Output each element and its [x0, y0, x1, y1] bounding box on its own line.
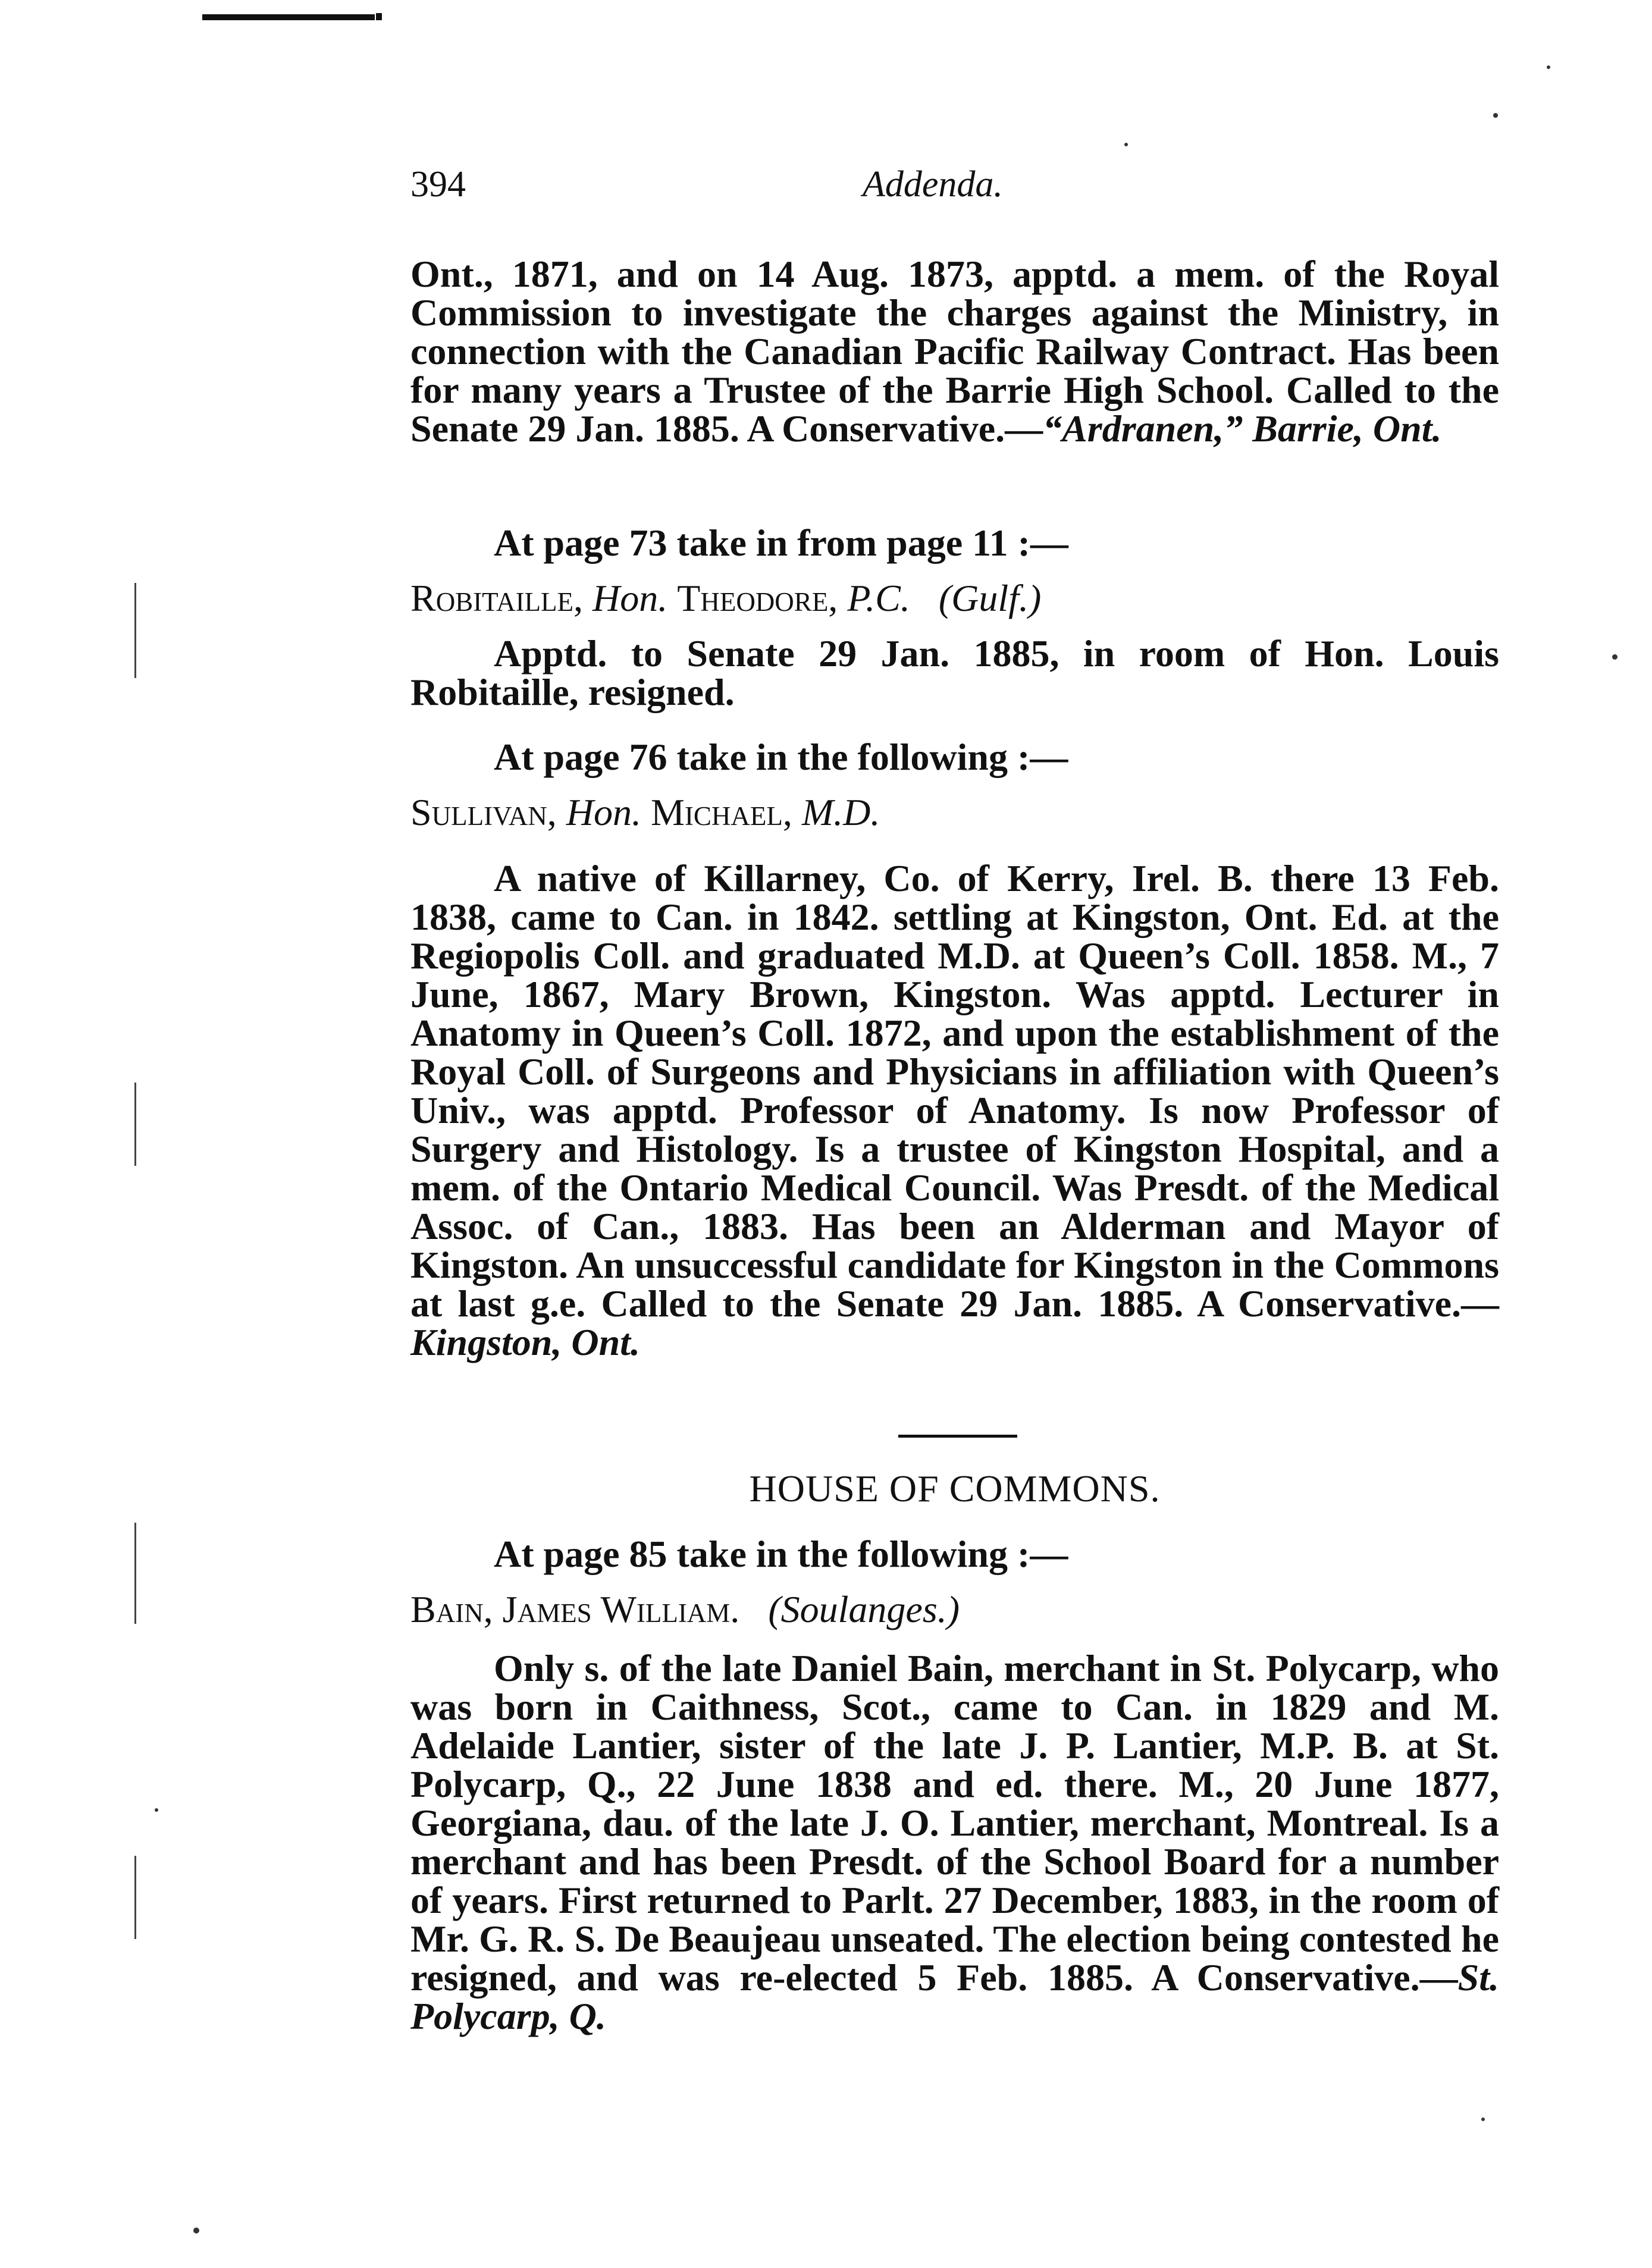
- senate-continuation-paragraph: [410, 255, 1499, 448]
- residence: “Ardranen,” Barrie, Ont.: [1043, 407, 1442, 450]
- running-head: Addenda.: [863, 164, 1003, 205]
- bain-entry: [410, 1535, 1499, 2035]
- surname: Robitaille,: [410, 577, 584, 619]
- entry-paragraph: Apptd. to Senate 29 Jan. 1885, in room of Hon. Louis Robitaille, resigned.: [410, 632, 1499, 713]
- insertion-instruction: At page 73 take in from page 11 :—: [494, 522, 1068, 564]
- margin-scan-line: [134, 583, 136, 678]
- entry-paragraph: Only s. of the late Daniel Bain, merchant in St. Polycarp, who was born in Caithness, Scot., came to Can. in 1829 and M. Adelaide Lantier, sister of the late J. P. Lantier, M.P. B. at St. Polycarp, Q., 22 June 1838 and ed. there. M., 20 June 1877, Georgiana, dau. of the late J. O. Lantier, merchant, Montreal. Is a merchant and has been Presdt. of the School Board for a number of years. First returned to Parlt. 27 December, 1883, in the room of Mr. G. R. S. De Beaujeau unseated. The election being contested he resigned, and was re-elected 5 Feb. 1885. A Conservative.—St. Polycarp, Q.: [410, 1647, 1499, 2037]
- given-name: Theodore,: [677, 577, 838, 619]
- section-heading: HOUSE OF COMMONS.: [749, 1467, 1161, 1510]
- margin-scan-line: [134, 1523, 136, 1624]
- entry-heading: [410, 793, 1499, 832]
- scan-speck: [1493, 113, 1498, 118]
- sullivan-entry: [410, 738, 1499, 1362]
- section-divider: [898, 1435, 1017, 1438]
- senate-continuation: [410, 255, 1499, 448]
- entry-heading: [410, 579, 1499, 617]
- margin-scan-line: [134, 1083, 136, 1166]
- residence: St. Polycarp, Q.: [410, 1956, 1499, 2037]
- page-header: [410, 161, 1416, 208]
- insertion-instruction: At page 85 take in the following :—: [494, 1533, 1068, 1575]
- scan-speck: [1612, 654, 1617, 660]
- top-scan-rule: [202, 14, 375, 20]
- scan-speck: [155, 1808, 158, 1812]
- honorific: Hon.: [593, 577, 668, 619]
- constituency: (Gulf.): [938, 577, 1042, 619]
- scan-speck: [1547, 65, 1550, 69]
- entry-heading: [410, 1590, 1499, 1629]
- scan-speck: [1124, 143, 1128, 146]
- scan-speck: [1481, 2118, 1485, 2121]
- residence: Kingston, Ont.: [410, 1321, 640, 1363]
- post-nominal: P.C.: [847, 577, 910, 619]
- paragraph-text: Ont., 1871, and on 14 Aug. 1873, apptd. a mem. of the Royal Commission to investigate the charges against the Ministry, in connection with the Canadian Pacific Railway Contract. Has been for many years a Trustee of the Barrie High School. Called to the Senate 29 Jan. 1885. A Conservative.—: [410, 253, 1499, 450]
- honorific: Hon.: [566, 791, 641, 833]
- page-number: 394: [410, 164, 466, 205]
- surname: Sullivan,: [410, 791, 557, 833]
- robitaille-entry: [410, 523, 1499, 711]
- margin-scan-line: [134, 1856, 136, 1939]
- insertion-instruction: At page 76 take in the following :—: [494, 736, 1068, 778]
- given-name: Michael,: [650, 791, 792, 833]
- scan-speck: [193, 2228, 199, 2234]
- constituency: (Soulanges.): [768, 1588, 960, 1630]
- surname: Bain,: [410, 1588, 493, 1630]
- top-scan-mark: [376, 13, 382, 20]
- post-nominal: M.D.: [801, 791, 880, 833]
- given-name: James William.: [502, 1588, 740, 1630]
- entry-paragraph: A native of Killarney, Co. of Kerry, Irel. B. there 13 Feb. 1838, came to Can. in 1842. settling at Kingston, Ont. Ed. at the Regiopolis Coll. and graduated M.D. at Queen’s Coll. 1858. M., 7 June, 1867, Mary Brown, Kingston. Was apptd. Lecturer in Anatomy in Queen’s Coll. 1872, and upon the establishment of the Royal Coll. of Surgeons and Physicians in affiliation with Queen’s Univ., was apptd. Professor of Anatomy. Is now Professor of Surgery and Histology. Is a trustee of Kingston Hospital, and a mem. of the Ontario Medical Council. Was Presdt. of the Medical Assoc. of Can., 1883. Has been an Alderman and Mayor of Kingston. An unsuccessful candidate for Kingston in the Commons at last g.e. Called to the Senate 29 Jan. 1885. A Conservative.—Kingston, Ont.: [410, 857, 1499, 1363]
